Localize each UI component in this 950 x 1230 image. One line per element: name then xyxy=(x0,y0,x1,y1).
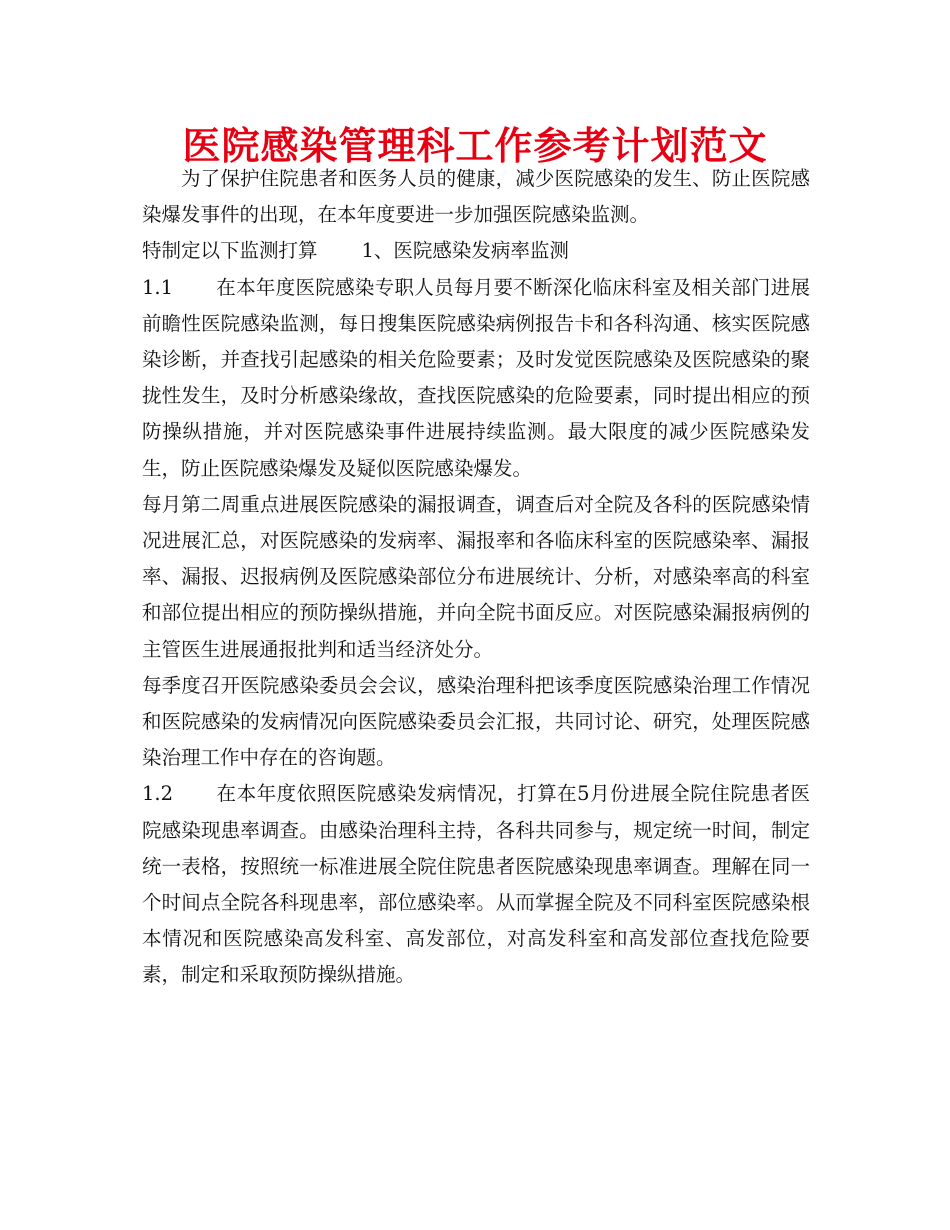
section-1-1-paragraph xyxy=(142,270,810,487)
quarterly-meeting-paragraph: 每季度召开医院感染委员会会议，感染治理科把该季度医院感染治理工作情况和医院感染的发病情况向医院感染委员会汇报，共同讨论、研究，处理医院感染治理工作中存在的咨询题。 xyxy=(142,673,810,770)
document-body xyxy=(142,161,810,994)
plan-heading-line xyxy=(142,233,810,269)
intro-paragraph: 为了保护住院患者和医务人员的健康，减少医院感染的发生、防止医院感染爆发事件的出现，在本年度要进一步加强医院感染监测。 xyxy=(142,167,810,227)
section-1-1-text: 在本年度医院感染专职人员每月要不断深化临床科室及相关部门进展前瞻性医院感染监测，每日搜集医院感染病例报告卡和各科沟通、核实医院感染诊断，并查找引起感染的相关危险要素；及时发觉医院感染及医院感染的聚拢性发生，及时分析感染缘故，查找医院感染的危险要素，同时提出相应的预防操纵措施，并对医院感染事件进展持续监测。最大限度的减少医院感染发生，防止医院感染爆发及疑似医院感染爆发。 xyxy=(142,275,810,480)
monthly-survey-paragraph: 每月第二周重点进展医院感染的漏报调查，调查后对全院及各科的医院感染情况进展汇总，对医院感染的发病率、漏报率和各临床科室的医院感染率、漏报率、漏报、迟报病例及医院感染部位分布进展统计、分析，对感染率高的科室和部位提出相应的预防操纵措施，并向全院书面反应。对医院感染漏报病例的主管医生进展通报批判和适当经济处分。 xyxy=(142,492,810,661)
section-1-heading: 1、医院感染发病率监测 xyxy=(361,239,569,263)
plan-intro-text: 特制定以下监测打算 xyxy=(142,239,318,263)
section-1-2-number: 1.2 xyxy=(142,782,174,806)
document-title: 医院感染管理科工作参考计划范文 xyxy=(182,124,768,168)
section-1-2-text: 在本年度依照医院感染发病情况，打算在5月份进展全院住院患者医院感染现患率调查。由感染治理科主持，各科共同参与，规定统一时间，制定统一表格，按照统一标准进展全院住院患者医院感染现患率调查。理解在同一个时间点全院各科现患率，部位感染率。从而掌握全院及不同科室医院感染根本情况和医院感染高发科室、高发部位，对高发科室和高发部位查找危险要素，制定和采取预防操纵措施。 xyxy=(142,782,810,987)
section-1-2-paragraph xyxy=(142,776,810,993)
section-1-1-number: 1.1 xyxy=(142,275,174,299)
